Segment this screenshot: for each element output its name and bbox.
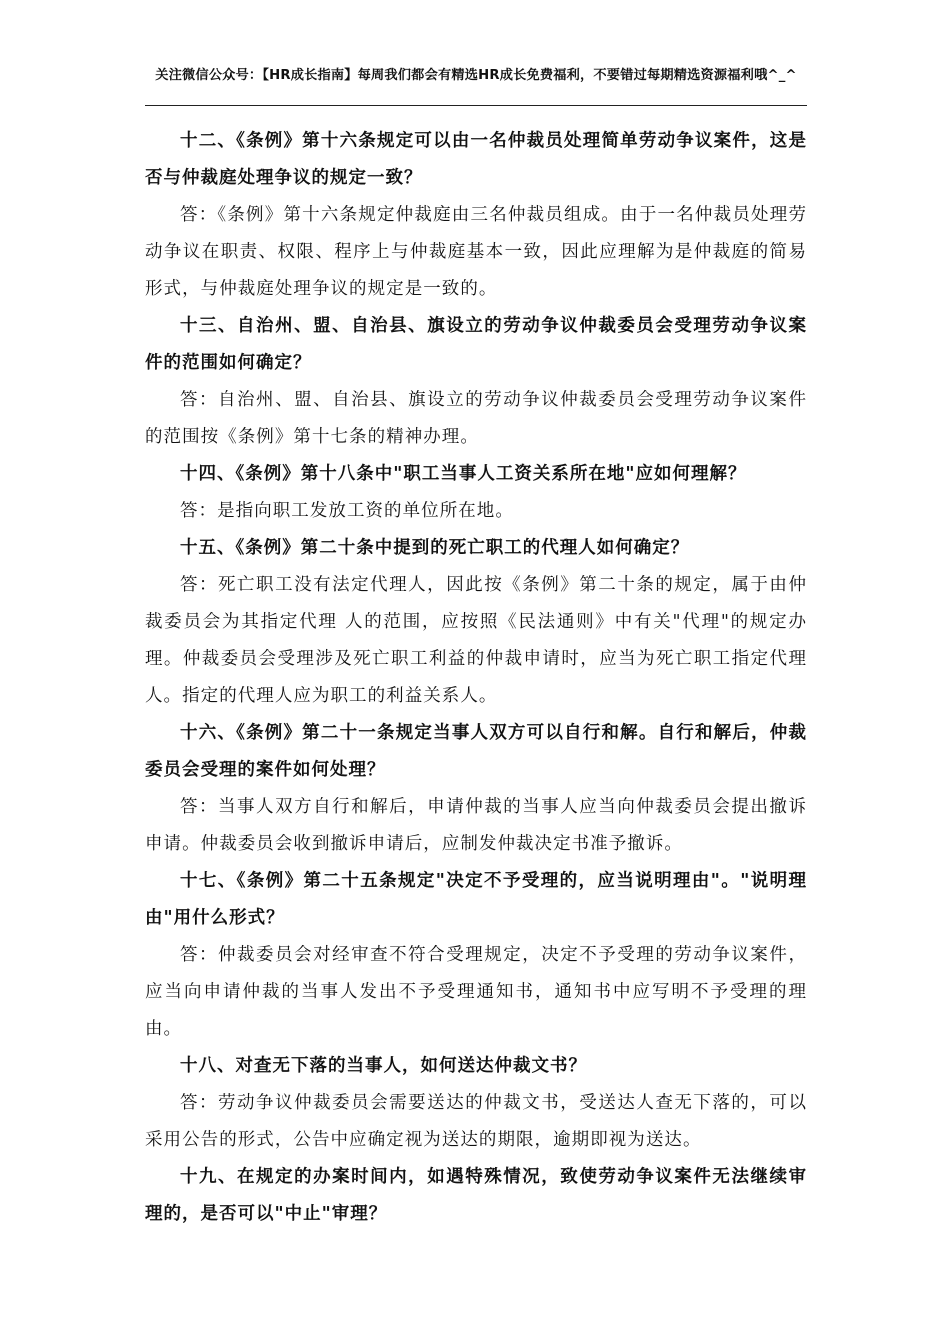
answer-13: 答：自治州、盟、自治县、旗设立的劳动争议仲裁委员会受理劳动争议案件的范围按《条例》第十七条的精神办理。 xyxy=(145,390,807,447)
question-19: 十九、在规定的办案时间内，如遇特殊情况，致使劳动争议案件无法继续审理的，是否可以"中止"审理？ xyxy=(145,1167,807,1224)
answer-15: 答：死亡职工没有法定代理人，因此按《条例》第二十条的规定，属于由仲裁委员会为其指定代理 人的范围，应按照《民法通则》中有关"代理"的规定办理。仲裁委员会受理涉及死亡职工利益的仲裁申请时，应当为死亡职工指定代理人。指定的代理人应为职工的利益关系人。 xyxy=(145,575,807,706)
answer-12: 答：《条例》第十六条规定仲裁庭由三名仲裁员组成。由于一名仲裁员处理劳动争议在职责、权限、程序上与仲裁庭基本一致，因此应理解为是仲裁庭的简易形式，与仲裁庭处理争议的规定是一致的。 xyxy=(145,205,807,299)
question-15: 十五、《条例》第二十条中提到的死亡职工的代理人如何确定？ xyxy=(180,538,690,558)
answer-14: 答：是指向职工发放工资的单位所在地。 xyxy=(180,501,514,521)
document-body xyxy=(145,123,807,1233)
answer-16: 答：当事人双方自行和解后，申请仲裁的当事人应当向仲裁委员会提出撤诉申请。仲裁委员会收到撤诉申请后，应制发仲裁决定书准予撤诉。 xyxy=(145,797,807,854)
question-17: 十七、《条例》第二十五条规定"决定不予受理的，应当说明理由"。"说明理由"用什么形式？ xyxy=(145,871,807,928)
header-divider xyxy=(145,105,807,106)
question-18: 十八、对查无下落的当事人，如何送达仲裁文书？ xyxy=(180,1056,587,1076)
answer-18: 答：劳动争议仲裁委员会需要送达的仲裁文书，受送达人查无下落的，可以采用公告的形式，公告中应确定视为送达的期限，逾期即视为送达。 xyxy=(145,1093,807,1150)
question-16: 十六、《条例》第二十一条规定当事人双方可以自行和解。自行和解后，仲裁委员会受理的案件如何处理？ xyxy=(145,723,807,780)
question-14: 十四、《条例》第十八条中"职工当事人工资关系所在地"应如何理解？ xyxy=(180,464,747,484)
question-12: 十二、《条例》第十六条规定可以由一名仲裁员处理简单劳动争议案件，这是否与仲裁庭处理争议的规定一致？ xyxy=(145,131,807,188)
page-header: 关注微信公众号：【HR成长指南】每周我们都会有精选HR成长免费福利，不要错过每期精选资源福利哦^_^ xyxy=(155,68,797,83)
answer-17: 答：仲裁委员会对经审查不符合受理规定，决定不予受理的劳动争议案件，应当向申请仲裁的当事人发出不予受理通知书，通知书中应写明不予受理的理由。 xyxy=(145,945,807,1039)
question-13: 十三、自治州、盟、自治县、旗设立的劳动争议仲裁委员会受理劳动争议案件的范围如何确定？ xyxy=(145,316,807,373)
